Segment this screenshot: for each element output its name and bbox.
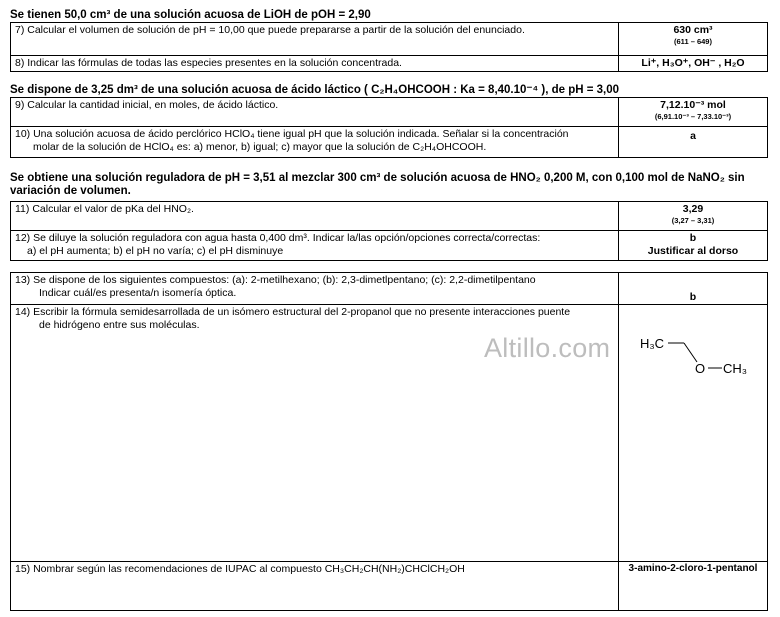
q15-text: 15) Nombrar según las recomendaciones de IUPAC al compuesto CH₃CH₂CH(NH₂)CHClCH₂OH [11,562,619,611]
q10-text: 10) Una solución acuosa de ácido perclórico HClO₄ tiene igual pH que la solución indicada. Señalar si la concentración molar de la solución de HClO₄ es: a) menor, b) igual; c) mayor que la solución de C₂H₄OHCOOH. [11,127,619,158]
mol-bond-2 [684,343,697,362]
q12-text: 12) Se diluye la solución reguladora con agua hasta 0,400 dm³. Indicar la/las opción/opciones correcta/correctas: a) el pH aumenta; b) el pH no varía; c) el pH disminuye [11,231,619,261]
section1-header: Se tienen 50,0 cm³ de una solución acuosa de LiOH de pOH = 2,90 [10,9,371,21]
q10-answer: a [619,127,768,158]
q13-answer: b [619,273,768,305]
watermark: Altillo.com [484,333,611,363]
mol-h3c-label: H₃C [640,336,665,351]
q7-answer: 630 cm³ (611 – 649) [619,23,768,56]
dimethyl-ether-structure [634,332,754,382]
mol-ch3-label: CH₃ [723,361,748,376]
section1-table [10,22,768,72]
q12-answer: b Justificar al dorso [619,231,768,261]
q7-range: (611 – 649) [674,36,712,46]
q13-text: 13) Se dispone de los siguientes compuestos: (a): 2-metilhexano; (b): 2,3-dimetlpentano; (c): 2,2-dimetilpentano Indicar cuál/es presenta/n isomería óptica. [11,273,619,305]
section2-table [10,97,768,158]
q9-range: (6,91.10⁻³ – 7,33.10⁻³) [654,111,732,121]
section4-table [10,272,768,611]
q9-answer: 7,12.10⁻³ mol (6,91.10⁻³ – 7,33.10⁻³) [619,98,768,127]
section2-header: Se dispone de 3,25 dm³ de una solución acuosa de ácido láctico ( C₂H₄OHCOOH : Ka = 8,40.10⁻⁴ ), de pH = 3,00 [10,84,620,96]
q8-answer: Li⁺, H₃O⁺, OH⁻ , H₂O [619,56,768,72]
q7-text: 7) Calcular el volumen de solución de pH = 10,00 que puede prepararse a partir de la solución del enunciado. [11,23,619,56]
mol-o-label: O [695,361,706,376]
section3-header: Se obtiene una solución reguladora de pH = 3,51 al mezclar 300 cm³ de solución acuosa de HNO₂ 0,200 M, con 0,100 mol de NaNO₂ sin variación de volumen. [10,172,745,197]
q15-answer: 3-amino-2-cloro-1-pentanol [619,562,768,611]
q14-text: 14) Escribir la fórmula semidesarrollada de un isómero estructural del 2-propanol que no presente interacciones puente de hidrógeno entre sus moléculas. [11,305,619,562]
q8-text: 8) Indicar las fórmulas de todas las especies presentes en la solución concentrada. [11,56,619,72]
section3-table [10,201,768,261]
q11-text: 11) Calcular el valor de pKa del HNO₂. [11,202,619,231]
q9-text: 9) Calcular la cantidad inicial, en moles, de ácido láctico. [11,98,619,127]
q12-justify: Justificar al dorso [647,244,739,257]
q11-range: (3,27 – 3,31) [671,215,715,225]
q11-answer: 3,29 (3,27 – 3,31) [619,202,768,231]
